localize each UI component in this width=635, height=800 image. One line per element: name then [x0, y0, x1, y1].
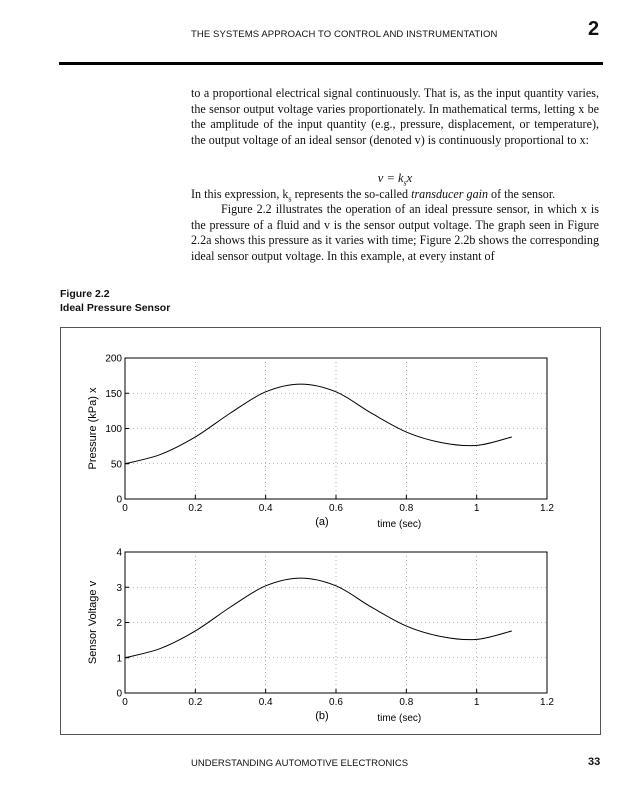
- panel-a-xtick-label: 0: [122, 503, 128, 514]
- p2-sub: s: [288, 194, 292, 204]
- panel-a-xtick-label: 1.2: [540, 503, 554, 514]
- chapter-number: 2: [588, 18, 600, 40]
- header-rule: [59, 62, 603, 65]
- panel-a-ytick-label: 100: [105, 424, 122, 435]
- footer-title: UNDERSTANDING AUTOMOTIVE ELECTRONICS: [191, 758, 409, 769]
- figure-svg: [61, 328, 602, 736]
- panel-a-ytick-label: 150: [105, 388, 122, 400]
- panel-a-ylabel: Pressure (kPa) x: [87, 387, 99, 470]
- panel-a-xtick-label: 0.2: [188, 503, 203, 514]
- panel-a-xtick-label: 0.6: [329, 503, 343, 514]
- panel-b-frame: [125, 552, 547, 693]
- running-head: THE SYSTEMS APPROACH TO CONTROL AND INSTRUMENTATION: [191, 29, 498, 40]
- figure-label: Figure 2.2: [60, 288, 110, 300]
- panel-b-ytick-label: 1: [116, 653, 122, 665]
- panel-a-xlabel: time (sec): [377, 519, 422, 530]
- figure-caption: [60, 287, 170, 315]
- panel-a-caption: (a): [315, 516, 329, 528]
- panel-b-xtick-label: 1.2: [540, 697, 554, 708]
- panel-a-frame: [125, 358, 547, 499]
- panel-a-xtick-label: 1: [473, 503, 480, 514]
- panel-a-ytick-label: 0: [116, 494, 122, 506]
- p2-middle: represents the so-called: [291, 187, 412, 201]
- panel-b-xtick-label: 0.2: [188, 697, 203, 708]
- panel-b-ytick-label: 2: [116, 618, 122, 629]
- p2-italic: transducer gain: [411, 187, 489, 201]
- paragraph-3-text: Figure 2.2 illustrates the operation of an ideal pressure sensor, in which x is the pressure of a fluid and v is the sensor output voltage. The graph seen in Figure 2.2a shows this pressure as it varies with time; Figure 2.2b shows the corresponding ideal sensor output voltage. In this example, at every instant of: [191, 202, 599, 263]
- panel-b-ytick-label: 0: [116, 688, 122, 700]
- panel-b-xtick-label: 0.4: [258, 697, 273, 708]
- p2-before: In this expression, k: [191, 187, 289, 201]
- panel-b-xlabel: time (sec): [377, 713, 422, 724]
- panel-b-caption: (b): [315, 710, 329, 722]
- panel-b-series-line: [125, 578, 512, 658]
- panel-a-ytick-label: 200: [105, 353, 122, 365]
- equation: $v = k_sx$: [377, 171, 413, 188]
- paragraph-1-text: to a proportional electrical signal continuously. That is, as the input quantity varies, the sensor output voltage varies proportionately. In mathematical terms, letting x be the amplitude of the input quantity (e.g., pressure, displacement, or temperature), the output voltage of an ideal sensor (denoted v) is continuously proportional to x:: [191, 86, 599, 147]
- panel-b-xtick-label: 1: [473, 697, 480, 708]
- panel-b-xtick-label: 0: [122, 697, 128, 708]
- panel-b-xtick-label: 0.6: [329, 697, 343, 708]
- figure-title: Ideal Pressure Sensor: [60, 302, 171, 314]
- panel-a-ytick-label: 50: [110, 459, 122, 471]
- panel-a-xtick-label: 0.8: [399, 503, 414, 514]
- page-number: 33: [588, 756, 601, 768]
- panel-b-ytick-label: 3: [116, 582, 122, 594]
- paragraph-1: [191, 86, 599, 148]
- paragraph-3: [191, 202, 599, 264]
- panel-a-xtick-label: 0.4: [258, 503, 273, 514]
- panel-b-xtick-label: 0.8: [399, 697, 414, 708]
- panel-a-series-line: [125, 384, 512, 464]
- panel-b-ytick-label: 4: [116, 547, 122, 559]
- figure-box: [60, 327, 601, 735]
- panel-b-ylabel: Sensor Voltage v: [87, 580, 99, 665]
- p2-after: of the sensor.: [488, 187, 556, 201]
